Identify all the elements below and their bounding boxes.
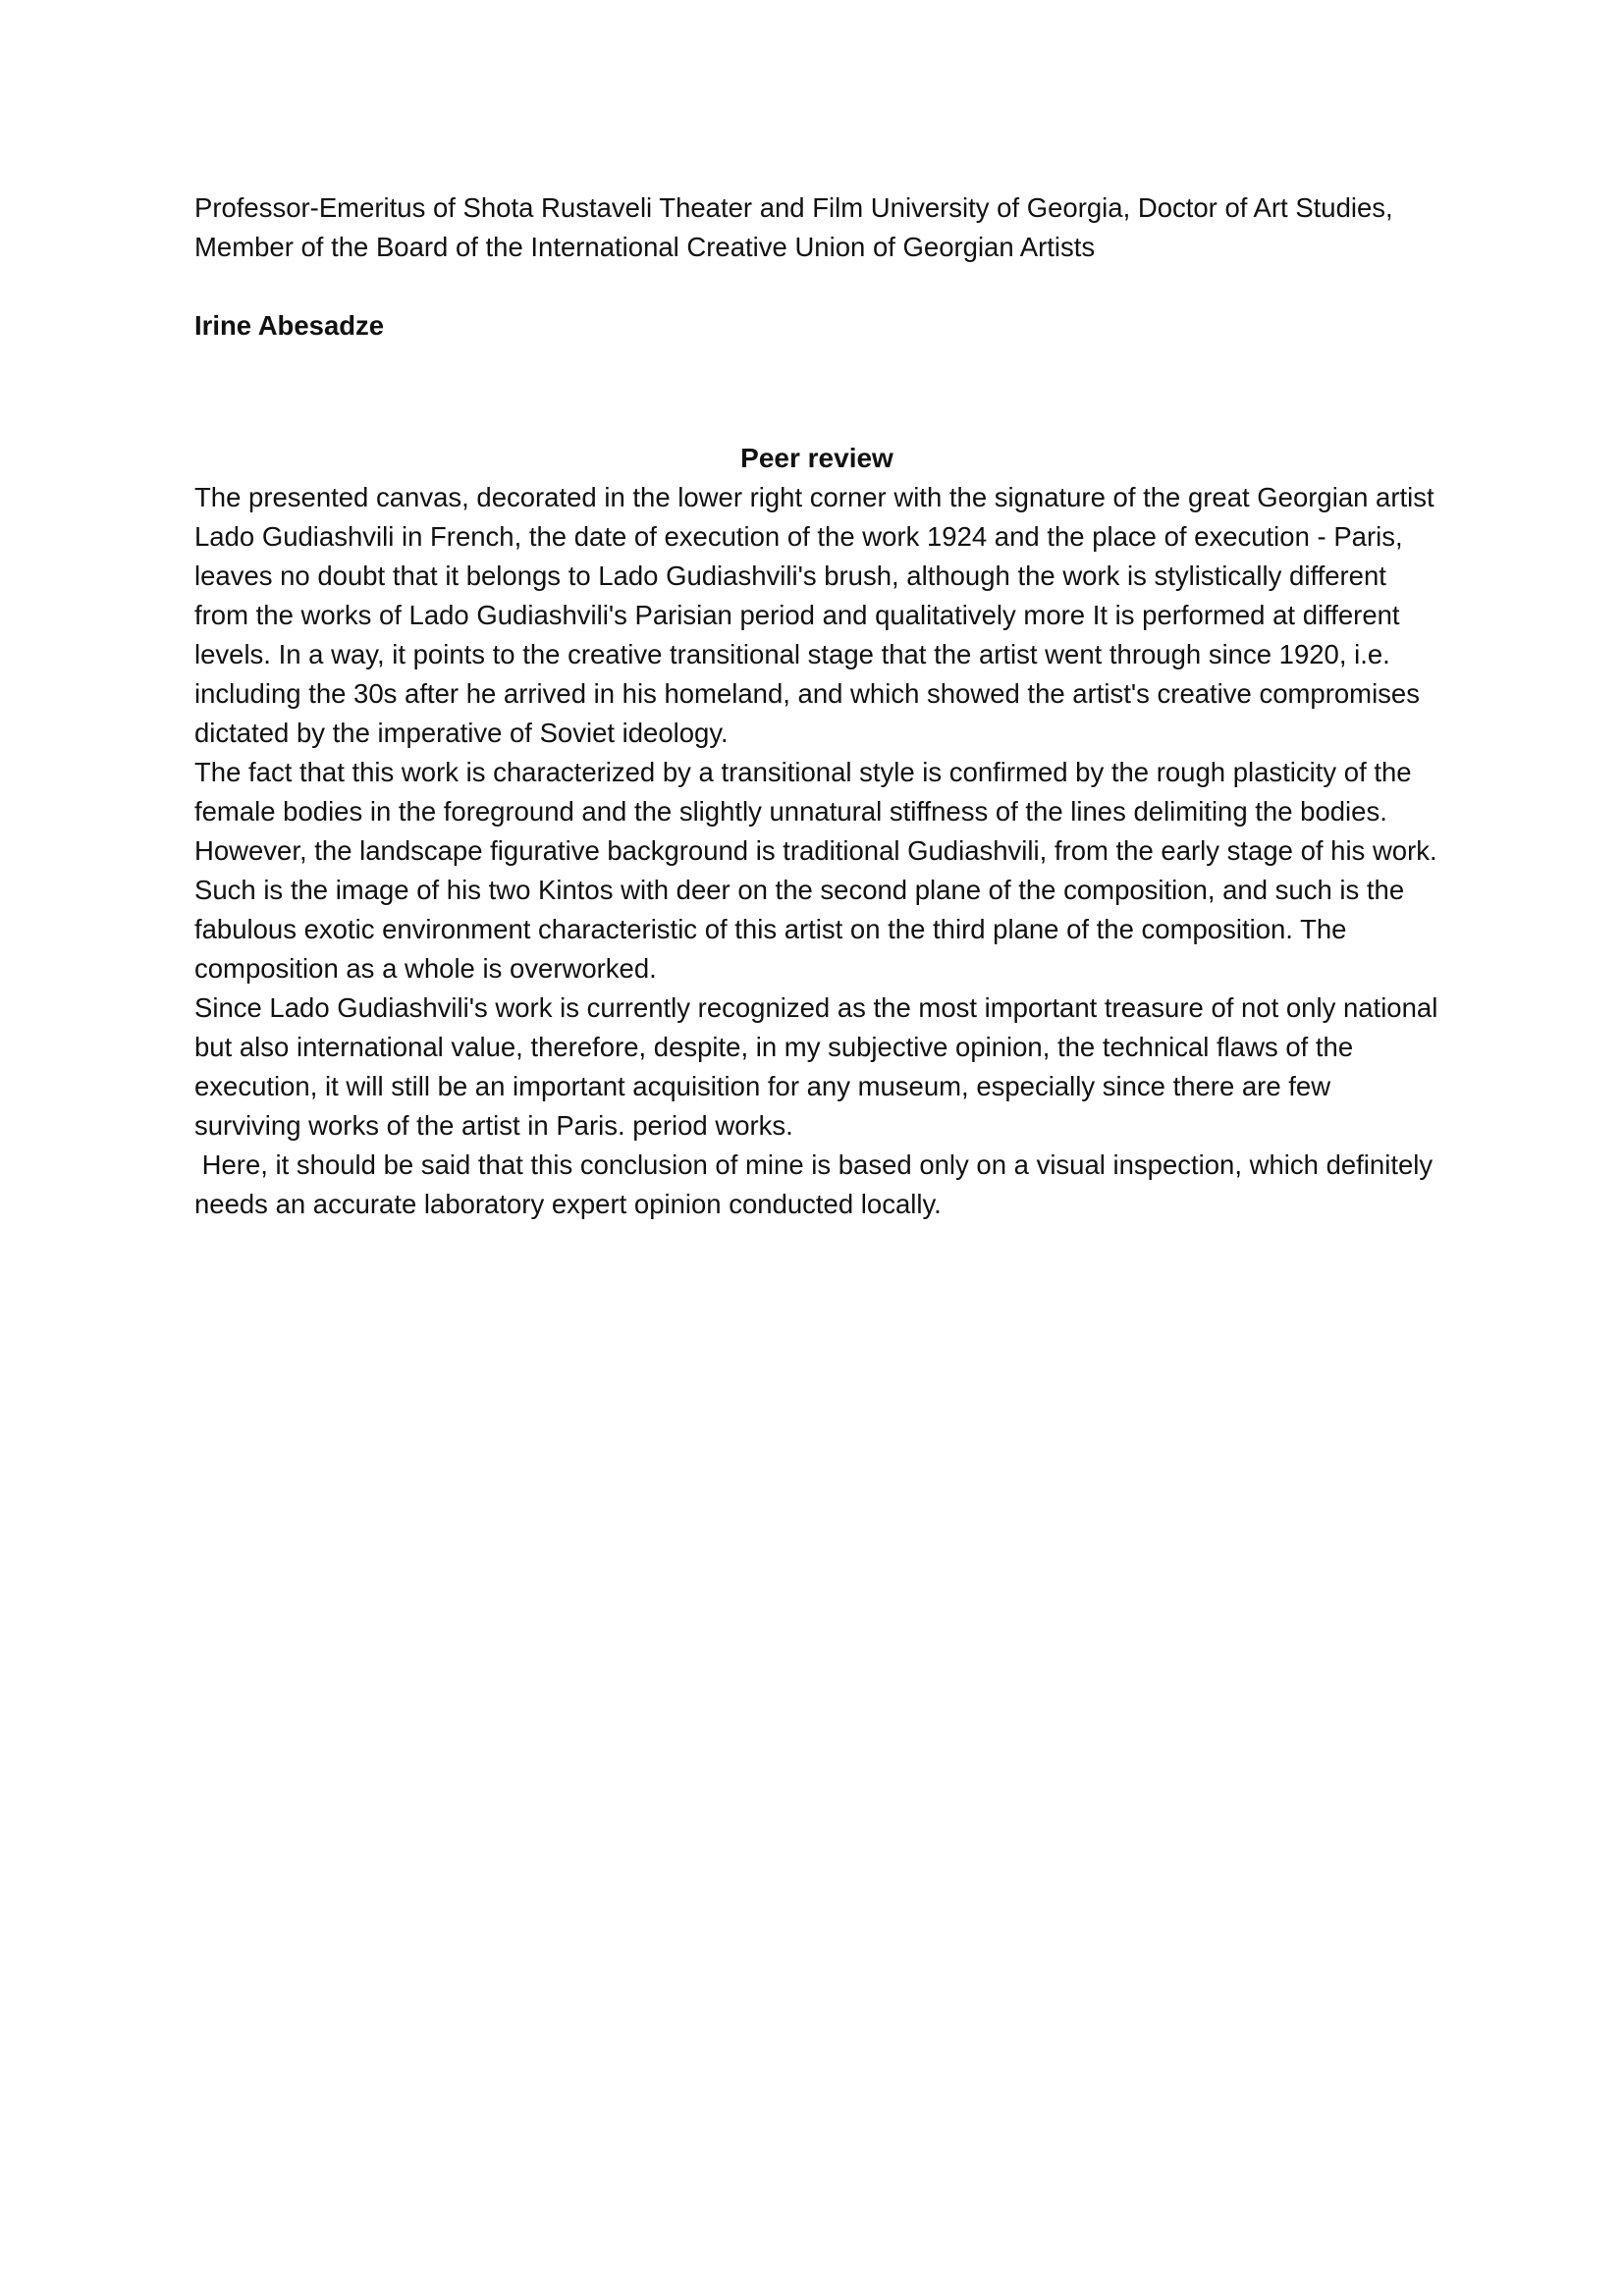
peer-review-heading: Peer review xyxy=(740,443,893,473)
review-paragraph: Here, it should be said that this conclusion of mine is based only on a visual inspection, which definitely needs an accurate laboratory expert opinion conducted locally. xyxy=(194,1149,1440,1219)
document-content xyxy=(194,188,1445,1224)
review-paragraph: The fact that this work is characterized by a transitional style is confirmed by the rough plasticity of the female bodies in the foreground and the slightly unnatural stiffness of the lines delimiting the bodies. However, the landscape figurative background is traditional Gudiashvili, from the early stage of his work. Such is the image of his two Kintos with deer on the second plane of the composition, and such is the fabulous exotic environment characteristic of this artist on the third plane of the composition. The composition as a whole is overworked. xyxy=(194,757,1445,984)
author-title: Professor-Emeritus of Shota Rustaveli Theater and Film University of Georgia, Doctor of Art Studies, Member of the Board of the International Creative Union of Georgian Artists xyxy=(194,192,1401,262)
review-paragraph: Since Lado Gudiashvili's work is currently recognized as the most important treasure of not only national but also international value, therefore, despite, in my subjective opinion, the technical flaws of the execution, it will still be an important acquisition for any museum, especially since there are few surviving works of the artist in Paris. period works. xyxy=(194,992,1445,1141)
review-paragraph: The presented canvas, decorated in the lower right corner with the signature of the great Georgian artist Lado Gudiashvili in French, the date of execution of the work 1924 and the place of execution - Paris, leaves no doubt that it belongs to Lado Gudiashvili's brush, although the work is stylistically different from the works of Lado Gudiashvili's Parisian period and qualitatively more It is performed at different levels. In a way, it points to the creative transitional stage that the artist went through since 1920, i.e. including the 30s after he arrived in his homeland, and which showed the artist's creative compromises dictated by the imperative of Soviet ideology. xyxy=(194,482,1442,748)
review-body xyxy=(194,478,1445,1224)
author-name: Irine Abesadze xyxy=(194,310,385,341)
